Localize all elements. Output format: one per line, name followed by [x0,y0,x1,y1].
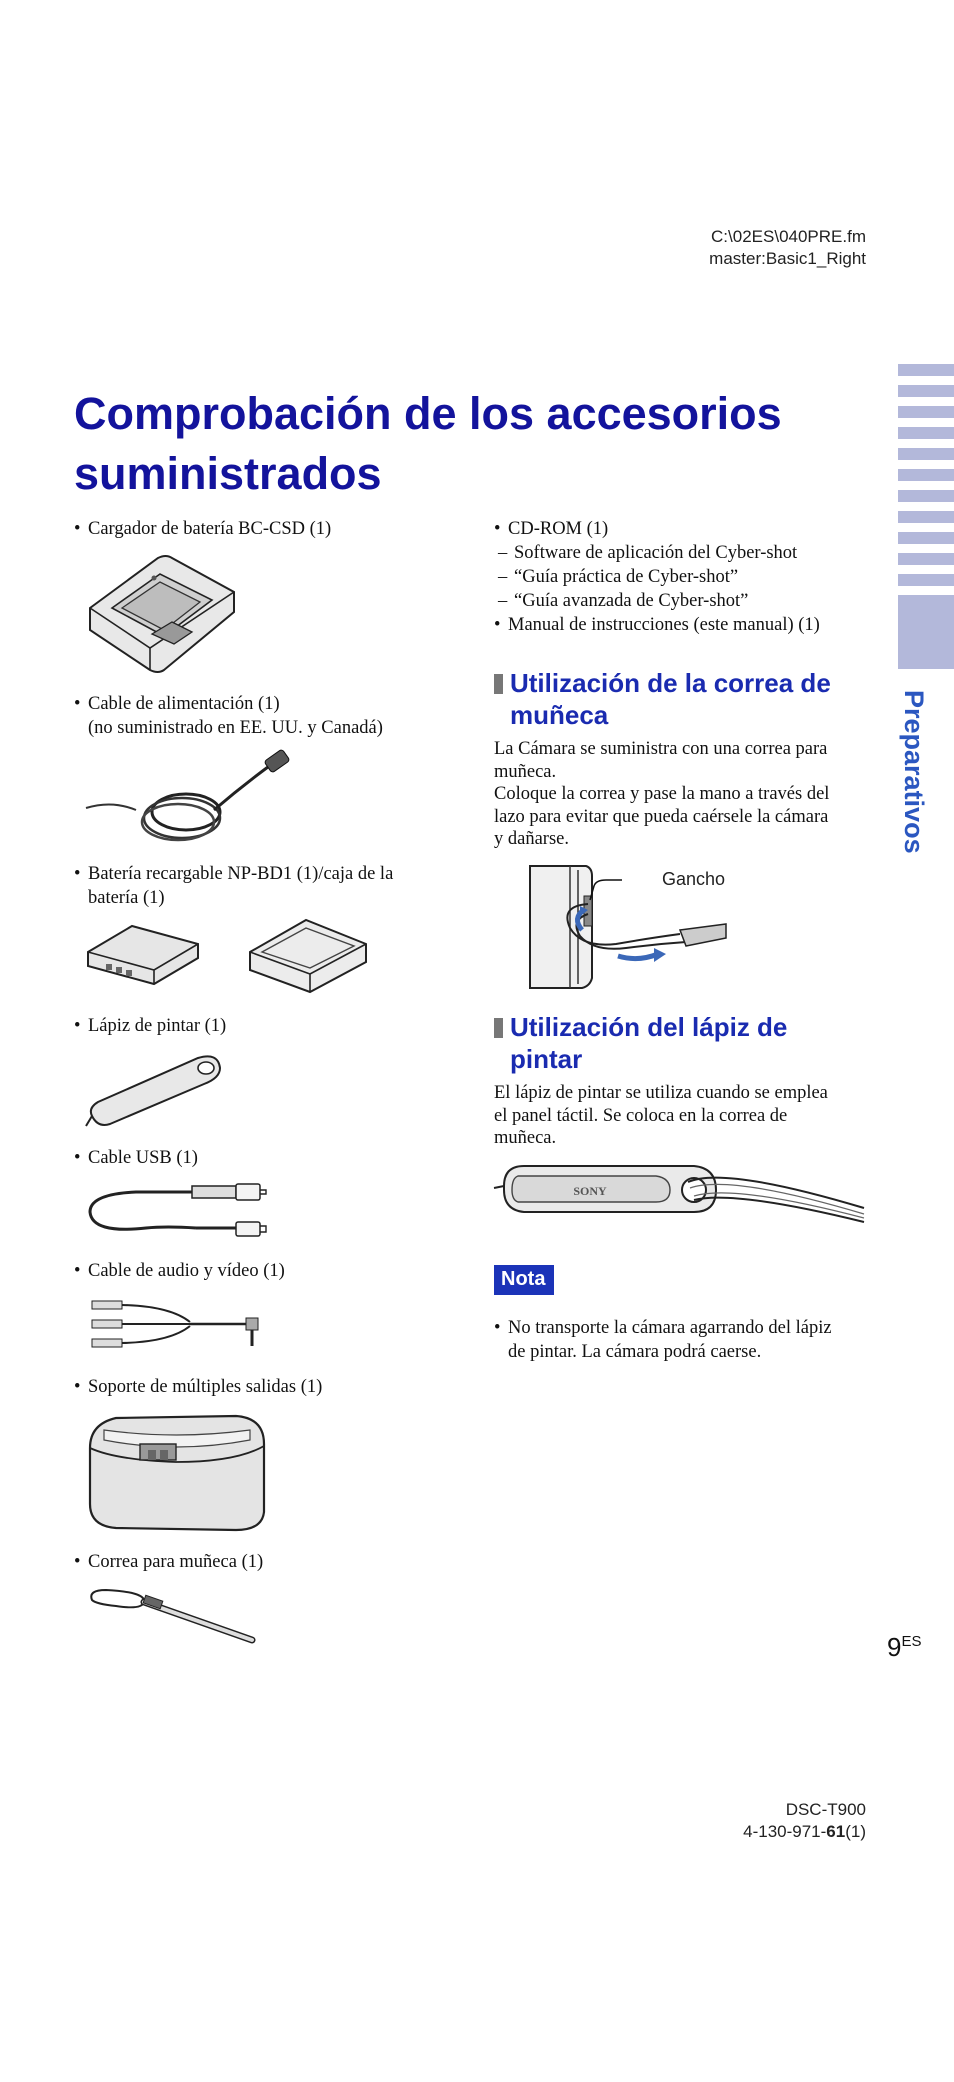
battery-charger-illustration [88,552,238,676]
footer-model-info [743,1799,866,1843]
document-code: 4-130-971-61(1) [743,1822,866,1841]
list-item-usb-cable: • Cable USB (1) [74,1148,198,1168]
cdrom-content: Software de aplicación del Cyber-shot [514,543,798,563]
master-page-name: master:Basic1_Right [709,249,866,268]
nota-label: Nota [494,1265,554,1295]
cdrom-content: “Guía práctica de Cyber-shot” [514,567,739,587]
multi-output-stand-illustration [86,1410,268,1534]
item-label: Cable de audio y vídeo (1) [88,1261,285,1281]
usb-cable-illustration [86,1180,266,1242]
battery-case-illustration [248,918,368,994]
av-cable-illustration [90,1296,264,1354]
model-name: DSC-T900 [785,1800,866,1819]
paint-pen-illustration [86,1054,224,1130]
paint-pen-attached-illustration [494,1160,864,1240]
nota-text: • No transporte la cámara agarrando del lápiz de pintar. La cámara podrá caerse. [494,1318,832,1362]
item-label: CD-ROM (1) [508,519,609,539]
list-item-power-cord: • Cable de alimentación (1) (no suministrado en EE. UU. y Canadá) [74,694,383,738]
cdrom-content: “Guía avanzada de Cyber-shot” [514,591,749,611]
page-title: Comprobación de los accesorios suministrados [74,388,782,499]
item-note: (no suministrado en EE. UU. y Canadá) [88,718,383,738]
list-item-av-cable: • Cable de audio y vídeo (1) [74,1261,285,1281]
section-tab-stripes [898,364,954,669]
paint-pen-paragraph: El lápiz de pintar se utiliza cuando se emplea el panel táctil. Se coloca en la correa de muñeca. [494,1083,828,1148]
battery-illustration [86,924,202,988]
section-heading-paint-pen: Utilización del lápiz de pintar [494,1011,864,1075]
power-cord-illustration [82,746,302,850]
sony-logo: SONY [573,1184,607,1198]
callout-gancho: Gancho [662,869,726,889]
item-label: Cable USB (1) [88,1148,198,1168]
item-label-cont: batería (1) [88,888,165,908]
file-path: C:\02ES\040PRE.fm [711,227,866,246]
strap-paragraph: La Cámara se suministra con una correa para muñeca. Coloque la correa y pase la mano a través del lazo para evitar que pueda caérsele la cámara y dañarse. [494,739,830,849]
side-tab-label: Preparativos [899,690,929,854]
page-number: $9^{ES}$ [887,1632,922,1662]
cdrom-list: • CD-ROM (1) – Software de aplicación del Cyber-shot – “Guía práctica de Cyber-shot” – “Guía avanzada de Cyber-shot” • Manual de instrucciones (este manual) (1) [494,519,820,635]
list-item-multi-output-stand: • Soporte de múltiples salidas (1) [74,1377,323,1397]
file-path-header [709,226,866,270]
item-label: Soporte de múltiples salidas (1) [88,1377,323,1397]
wrist-strap-illustration [86,1586,260,1646]
section-heading-strap: Utilización de la correa de muñeca [494,667,864,731]
item-label: Correa para muñeca (1) [88,1552,264,1572]
item-label: Lápiz de pintar (1) [88,1016,227,1036]
item-label: Cable de alimentación (1) [88,694,280,714]
item-label: Cargador de batería BC-CSD (1) [88,519,332,539]
item-label: Manual de instrucciones (este manual) (1) [508,615,820,635]
list-item-battery: • Batería recargable NP-BD1 (1)/caja de la batería (1) [74,864,394,908]
list-item-charger: • Cargador de batería BC-CSD (1) [74,519,332,539]
list-item-wrist-strap: • Correa para muñeca (1) [74,1552,264,1572]
item-label: Batería recargable NP-BD1 (1)/caja de la [88,864,394,884]
list-item-paint-pen: • Lápiz de pintar (1) [74,1016,227,1036]
